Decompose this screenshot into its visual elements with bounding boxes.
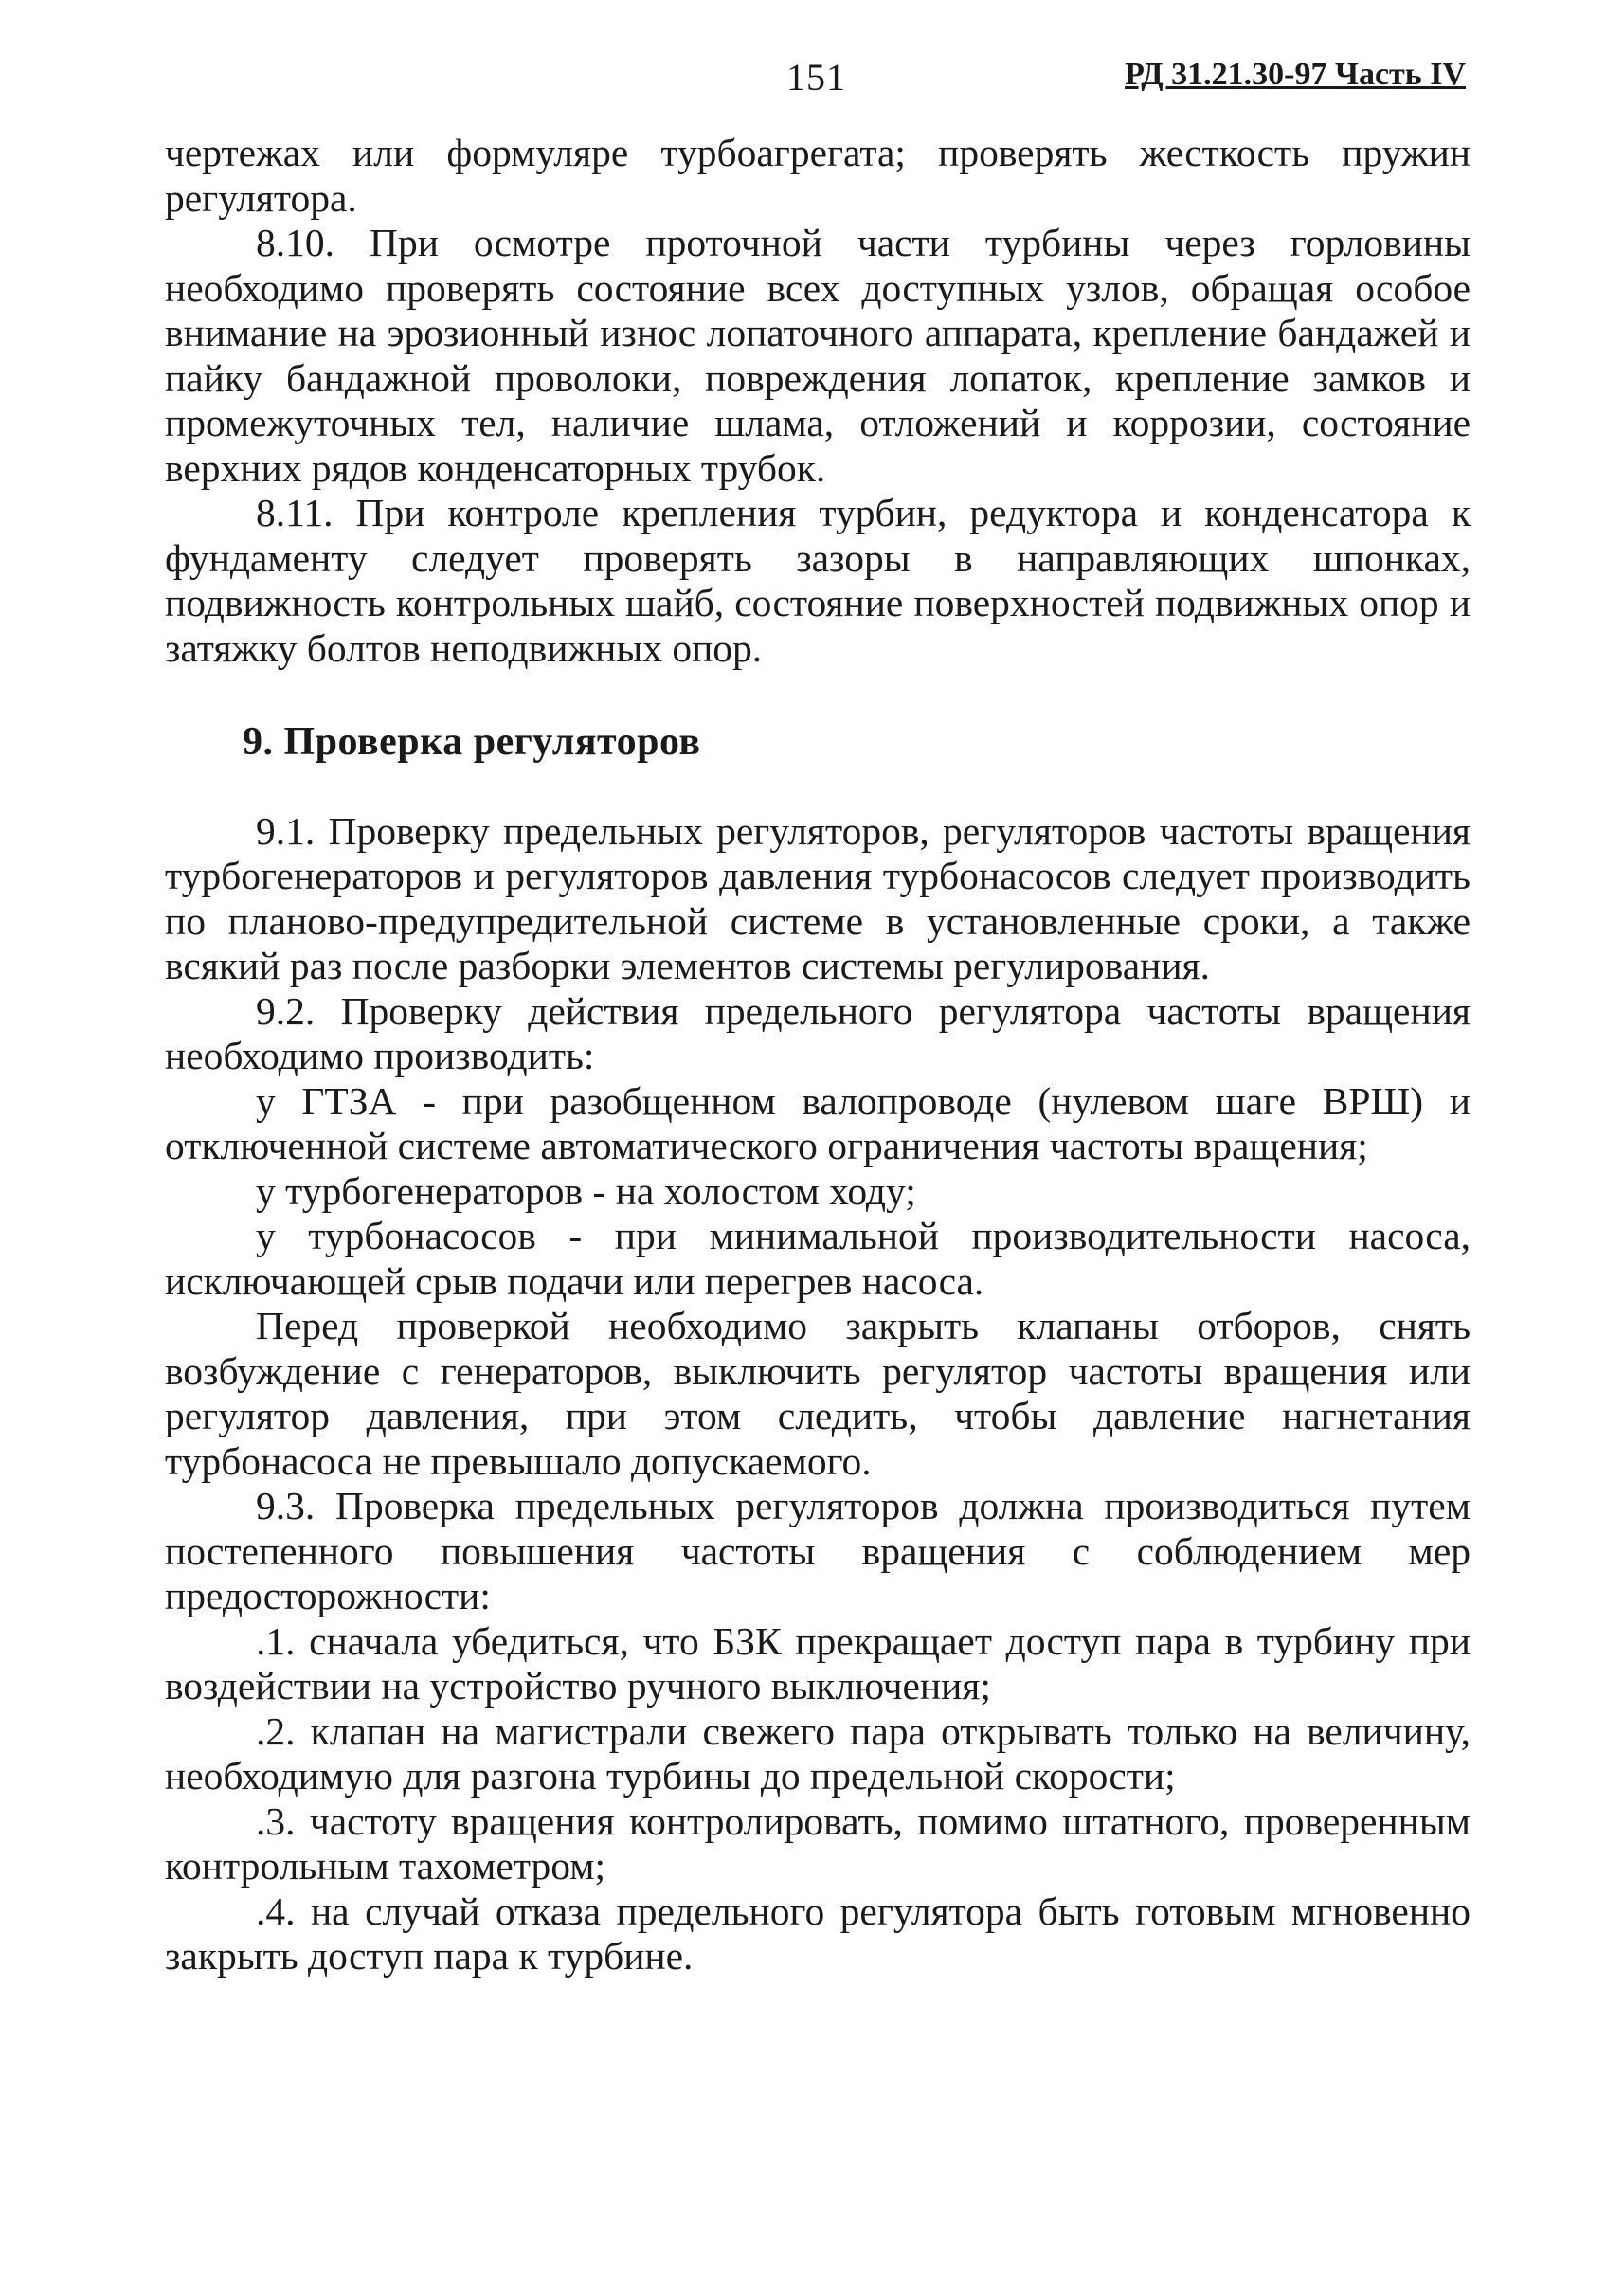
paragraph-8-10: 8.10. При осмотре проточной части турбины через горловины необходимо проверять состояние всех доступных узлов, обращая особое внимание на эрозионный износ лопаточного аппарата, крепление бандажей и пайку бандажной проволоки, повреждения лопаток, крепление замков и промежуточных тел, наличие шлама, отложений и коррозии, состояние верхних рядов конденсаторных трубок. <box>165 221 1471 490</box>
list-item: .2. клапан на магистрали свежего пара открывать только на величину, необходимую для разгона турбины до предельной скорости; <box>165 1708 1471 1798</box>
section-heading: 9. Проверка регуляторов <box>243 720 701 764</box>
page-number: 151 <box>786 56 846 99</box>
paragraph-continuation: чертежах или формуляре турбоагрегата; проверять жесткость пружин регулятора. <box>165 131 1471 220</box>
document-code: РД 31.21.30-97 Часть IV <box>1125 57 1466 92</box>
list-item: .4. на случай отказа предельного регулятора быть готовым мгновенно закрыть доступ пара к турбине. <box>165 1888 1471 1978</box>
paragraph-9-1: 9.1. Проверку предельных регуляторов, регуляторов частоты вращения турбогенераторов и регуляторов давления турбонасосов следует производить по планово-предупредительной системе в установленные сроки, а также всякий раз после разборки элементов системы регулирования. <box>165 808 1471 987</box>
paragraph-9-2-before-check: Перед проверкой необходимо закрыть клапаны отборов, снять возбуждение с генераторов, выключить регулятор частоты вращения или регулятор давления, при этом следить, чтобы давление нагнетания турбонасоса не превышало допускаемого. <box>165 1304 1471 1483</box>
paragraph-9-3: 9.3. Проверка предельных регуляторов должна производиться путем постепенного повышения частоты вращения с соблюдением мер предосторожности: <box>165 1484 1471 1617</box>
paragraph-9-2-gtza: у ГТЗА - при разобщенном валопроводе (нулевом шаге ВРШ) и отключенной системе автоматического ограничения частоты вращения; <box>165 1078 1471 1167</box>
paragraph-9-2-turbopumps: у турбонасосов - при минимальной производительности насоса, исключающей срыв подачи или перегрев насоса. <box>165 1214 1471 1303</box>
paragraph-9-2-turbogenerators: у турбогенераторов - на холостом ходу; <box>256 1168 916 1213</box>
list-item: .3. частоту вращения контролировать, помимо штатного, проверенным контрольным тахометром; <box>165 1798 1471 1888</box>
page-header <box>161 55 1473 102</box>
paragraph-8-11: 8.11. При контроле крепления турбин, редуктора и конденсатора к фундаменту следует проверять зазоры в направляющих шпонках, подвижность контрольных шайб, состояние поверхностей подвижных опор и затяжку болтов неподвижных опор. <box>165 491 1471 670</box>
paragraph-9-2: 9.2. Проверку действия предельного регулятора частоты вращения необходимо производить: <box>165 988 1471 1077</box>
document-body <box>165 131 1471 1979</box>
list-item: .1. сначала убедиться, что БЗК прекращает доступ пара в турбину при воздействии на устройство ручного выключения; <box>165 1618 1471 1708</box>
